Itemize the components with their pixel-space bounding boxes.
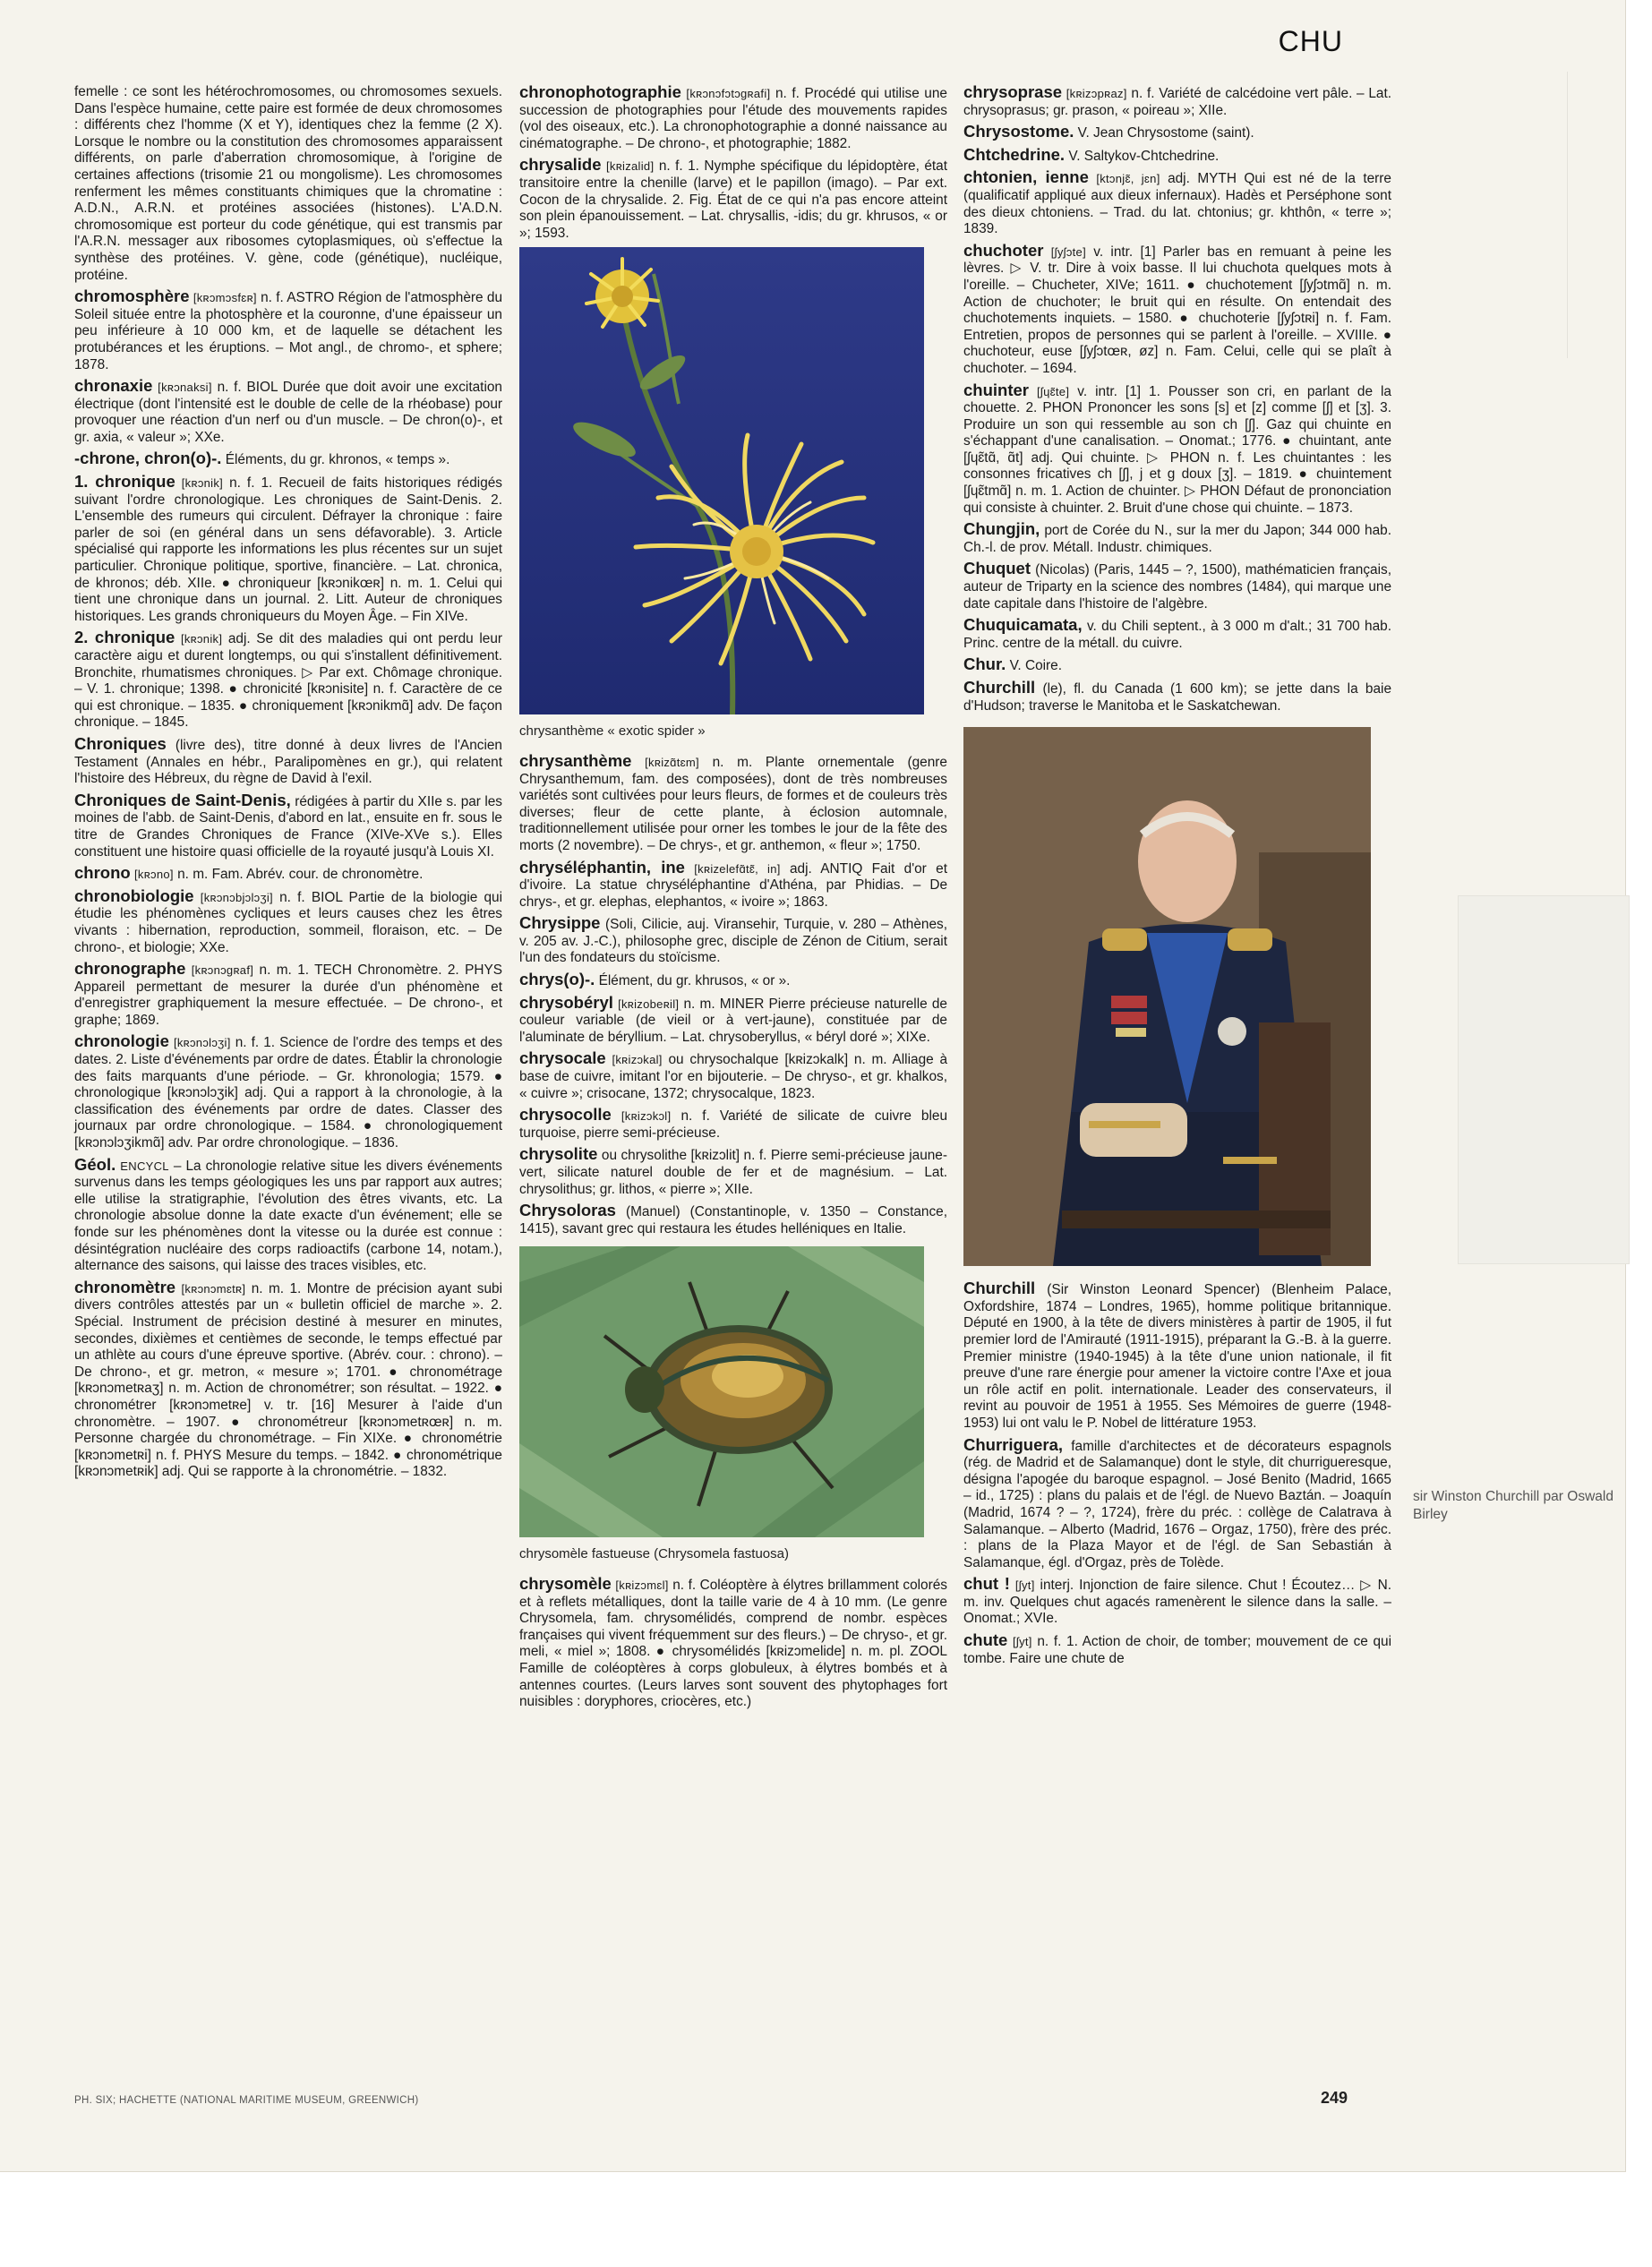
entry-definition: n. m. Plante ornementale (genre Chrysanthemum, fam. des composées), dont de très nombreuses variétés sont cultivées pour leurs fleurs, de formes et de couleurs très diverses; fleur de cette plante, à éclosion automnale, traditionnellement utilisée pour orner les tombes le jour de la fête des morts (2 novembre). – De chrys-, et gr. anthemon, « fleur »; 1750. bbox=[519, 754, 947, 853]
entry-headword: Churchill bbox=[963, 1279, 1036, 1298]
entry-definition: v. intr. [1] Parler bas en remuant à peine les lèvres. ▷ V. tr. Dire à voix basse. Il lui chuchota quelques mots à l'oreille. – Chucheter, XIVe; 1611. ● chuchotement [ʃyʃɔtmɑ̃] n. m. Action de chuchoter; le bruit qui en résulte. On entendait des chuchotements inquiets. – 1580. ● chuchoterie [ʃyʃɔtʀi] n. f. Fam. Entretien, propos de personnes qui se parlent à l'oreille. – XVIIIe. ● chuchoteur, euse [ʃyʃɔtœʀ, øz] n. Fam. Celui, celle qui se plaît à chuchoter. – 1694. bbox=[963, 244, 1391, 376]
entry-headword: chryséléphantin, ine bbox=[519, 857, 685, 877]
entry-headword: chrysocale bbox=[519, 1048, 606, 1068]
entry-definition: (Soli, Cilicie, auj. Viransehir, Turquie, v. 280 – Athènes, v. 205 av. J.-C.), philosophe grec, disciple de Zénon de Citium, serait l'un des fondateurs du stoïcisme. bbox=[519, 917, 947, 966]
dictionary-entry bbox=[963, 680, 1391, 714]
column-3 bbox=[963, 84, 1391, 1672]
entry-definition: n. f. Variété de silicate de cuivre bleu turquoise, pierre semi-précieuse. bbox=[519, 1108, 948, 1141]
column-2 bbox=[519, 84, 947, 1715]
chrysomele-photo bbox=[519, 1246, 924, 1537]
entry-pronunciation: [kʀɔnik] bbox=[181, 476, 224, 491]
entry-headword: chronophotographie bbox=[519, 82, 681, 101]
dictionary-entry bbox=[963, 1434, 1391, 1572]
entry-definition: n. f. BIOL Partie de la biologie qui étudie les phénomènes cycliques et leurs causes chez les êtres vivants : hibernation, reproduction, sommeil, floraison, etc. – De chrono-, et biologie; XXe. bbox=[74, 889, 503, 955]
dictionary-entry bbox=[74, 1033, 502, 1151]
entry-pronunciation: [kʀɔnɔgʀaf] bbox=[191, 963, 254, 978]
dictionary-entry bbox=[963, 1576, 1391, 1628]
entry-definition: femelle : ce sont les hétérochromosomes, ou chromosomes sexuels. Dans l'espèce humaine, cette paire est formée de deux chromosomes : différents chez l'homme (X et Y), identiques chez la femme (2 X). Lorsque le nombre ou la constitution des chromosomes apparaissent différents, on parle d'aberration chromosomique, à l'origine de certaines affections (trisomie 21 ou mongolisme). Les chromosomes renferment les mêmes constituants chimiques que la chromatine : A.D.N., A.R.N. et protéines associées (histones). L'A.D.N. chromosomique est porteur du code génétique, qui est transmis par l'A.R.N. messager aux ribosomes cytoplasmiques, où s'effectue la synthèse des protéines. V. gène, code (génétique), nucléique, protéine. bbox=[74, 84, 502, 283]
entry-definition: (Manuel) (Constantinople, v. 1350 – Constance, 1415), savant grec qui restaura les études helléniques en Italie. bbox=[519, 1204, 948, 1236]
entry-pronunciation: [kʀɔnik] bbox=[180, 632, 223, 646]
dictionary-entry bbox=[519, 1050, 947, 1102]
entry-headword: chuchoter bbox=[963, 240, 1044, 260]
entry-pronunciation: [kʀɔnɔbjɔlɔʒi] bbox=[200, 890, 273, 904]
dictionary-entry bbox=[74, 865, 502, 884]
entry-headword: chrysomèle bbox=[519, 1573, 612, 1593]
entry-pronunciation: [kʀizɔpʀaz] bbox=[1066, 87, 1127, 100]
entry-definition: port de Corée du N., sur la mer du Japon; 344 000 hab. Ch.-l. de prov. Métall. Industr. chimiques. bbox=[963, 523, 1391, 555]
dictionary-entry bbox=[74, 474, 502, 625]
entry-definition: n. f. BIOL Durée que doit avoir une excitation électrique (dont l'intensité est le double de celle de la rhéobase) pour provoquer une réaction d'un nerf ou d'un muscle. – De chron(o)-, et gr. axia, « valeur »; XXe. bbox=[74, 380, 502, 445]
entry-pronunciation: [kʀizɔkal] bbox=[612, 1053, 663, 1067]
entry-pronunciation: [kʀɔnɔfɔtɔgʀafi] bbox=[686, 87, 771, 100]
dictionary-entry bbox=[74, 1279, 502, 1481]
entry-definition: n. m. 1. Montre de précision ayant subi divers contrôles attestés par un « bulletin officiel de marche ». 2. Spécial. Instrument de précision destiné à mesurer en minutes, secondes, dixièmes et centièmes de seconde, le temps effectué par un athlète au cours d'une épreuve sportive. (Abrév. cour. : chrono). – De chrono-, et gr. metron, « mesure »; 1701. ● chronométrage [kʀɔnɔmetʀaʒ] n. m. Action de chronométrer; son résultat. – 1922. ● chronométrer [kʀɔnɔmetʀe] v. tr. [16] Mesurer à l'aide d'un chronomètre. – 1907. ● chronométreur [kʀɔnɔmetʀœʀ] n. m. Personne chargée du chronométrage. – Fin XIXe. ● chronométrie [kʀɔnɔmetʀi] n. f. PHYS Mesure du temps. – 1842. ● chronométrique [kʀɔnɔmetʀik] adj. Qui se rapporte à la chronométrie. – 1832. bbox=[74, 1280, 502, 1480]
dictionary-entry bbox=[74, 288, 502, 373]
figure-caption-chrysomele: chrysomèle fastueuse (Chrysomela fastuosa) bbox=[519, 1546, 789, 1562]
entry-headword: Géol. bbox=[74, 1154, 116, 1174]
entry-headword: chrono bbox=[74, 863, 131, 883]
entry-definition: n. f. 1. Nymphe spécifique du lépidoptère, état transitoire entre la chenille (larve) et le papillon (imago). – Par ext. Cocon de la chrysalide. 2. Fig. État de ce qui n'a pas encore atteint son plein épanouissement. – Lat. chrysallis, -idis; du gr. khrusos, « or »; 1593. bbox=[519, 158, 947, 241]
entry-headword: chronomètre bbox=[74, 1277, 176, 1296]
entry-definition: ou chrysolithe [kʀizɔlit] n. f. Pierre semi-précieuse jaune-vert, silicate naturel double de fer et de magnésium. – Lat. chrysolithus; gr. lithos, « pierre »; XIIe. bbox=[519, 1148, 947, 1197]
entry-definition: ou chrysochalque [kʀizɔkalk] n. m. Alliage à base de cuivre, imitant l'or en bijouterie. – De chryso-, et gr. khalkos, « cuivre »; crisocane, 1372; chrysocalque, 1823. bbox=[519, 1052, 948, 1101]
entry-definition: (le), fl. du Canada (1 600 km); se jette dans la baie d'Hudson; traverse le Manitoba et le Saskatchewan. bbox=[963, 681, 1392, 714]
entry-headword: chrysoprase bbox=[963, 82, 1063, 101]
entry-headword: Chrysoloras bbox=[519, 1201, 616, 1220]
entry-definition: n. f. 1. Recueil de faits historiques rédigés suivant l'ordre chronologique. Les chroniques de Saint-Denis. 2. L'ensemble des rumeurs qui circulent. Défrayer la chronique : faire parler de soi (en général dans un sens défavorable). 3. Article spécialisé qui rapporte les informations les plus récentes sur un sujet particulier. Chronique politique, sportive, financière. – Lat. chronica, de khronos; déb. XIIe. ● chroniqueur [kʀɔnikœʀ] n. m. 1. Celui qui tient une chronique dans un journal. 2. Litt. Auteur de chroniques historiques. Les grands chroniqueurs du Moyen Âge. – Fin XIVe. bbox=[74, 475, 503, 624]
entry-headword: Chungjin, bbox=[963, 519, 1040, 539]
entry-pronunciation: [ʃyʃɔte] bbox=[1050, 244, 1086, 259]
entry-definition: adj. ANTIQ Fait d'or et d'ivoire. La statue chryséléphantine d'Athéna, par Phidias. – De chrys-, et gr. elephas, elephantos, « ivoire »; 1863. bbox=[519, 860, 947, 910]
entry-headword: Chuquet bbox=[963, 559, 1031, 578]
entry-pronunciation: [kʀɔno] bbox=[133, 868, 174, 882]
entry-definition: Éléments, du gr. khronos, « temps ». bbox=[225, 452, 450, 468]
entry-definition: rédigées à partir du XIIe s. par les moines de l'abb. de Saint-Denis, d'abord en lat., ensuite en fr. sous le titre de Grandes Chroniques de France (XIVe-XVe s.). Elles constituent une histoire quasi officielle de la royauté jusqu'à Louis XI. bbox=[74, 793, 503, 860]
dictionary-entry bbox=[519, 857, 947, 911]
dictionary-entry bbox=[519, 84, 947, 152]
entry-headword: Chrysippe bbox=[519, 913, 601, 933]
dictionary-entry bbox=[519, 1107, 947, 1142]
entry-headword: 2. chronique bbox=[74, 628, 175, 647]
dictionary-entry bbox=[519, 992, 947, 1047]
entry-headword: chronobiologie bbox=[74, 885, 194, 905]
entry-definition: n. f. Coléoptère à élytres brillamment colorés et à reflets métalliques, dont la taille varie de 4 à 10 mm. (Le genre Chrysomela, fam. chrysomélidés, comprend de nombr. espèces françaises qui vivent fréquemment sur des fleurs.) – De chryso-, et gr. meli, « miel »; 1808. ● chrysomélidés [kʀizɔmelide] n. m. pl. ZOOL Famille de coléoptères à corps globuleux, à élytres bombés et à antennes courtes. (Leurs larves sont souvent des phytophages fort nuisibles : doryphores, criocères, etc.) bbox=[519, 1577, 947, 1710]
dictionary-entry bbox=[963, 84, 1391, 119]
entry-pronunciation: [kʀɔnaksi] bbox=[158, 381, 212, 395]
entry-headword: chrysocolle bbox=[519, 1105, 612, 1125]
dictionary-entry bbox=[963, 144, 1391, 166]
entry-definition: Élément, du gr. khrusos, « or ». bbox=[598, 973, 791, 989]
dictionary-entry bbox=[74, 733, 502, 788]
entry-definition: n. f. 1. Action de choir, de tomber; mouvement de ce qui tombe. Faire une chute de bbox=[963, 1634, 1391, 1666]
page-number: 249 bbox=[1320, 2089, 1348, 2107]
churchill-portrait bbox=[963, 727, 1371, 1266]
dictionary-entry bbox=[963, 521, 1391, 556]
entry-definition: (livre des), titre donné à deux livres de l'Ancien Testament (Annales en hébr., Paralipomènes en gr.), qui relatent l'histoire des Hébreux, du règne de David à l'exil. bbox=[74, 737, 502, 787]
entry-headword: Chtchedrine. bbox=[963, 144, 1066, 164]
entry-definition: n. f. Procédé qui utilise une succession de photographies pour l'étude des mouvements rapides (vol des oiseaux, etc.). La chronophotographie a donné naissance au cinématographe. – De chrono-, et photographie; 1882. bbox=[519, 86, 947, 151]
dictionary-entry bbox=[74, 792, 502, 860]
dictionary-entry bbox=[963, 617, 1391, 652]
entry-pronunciation: [ktɔnjɛ̃, jɛn] bbox=[1096, 172, 1160, 186]
entry-headword: chronographe bbox=[74, 959, 186, 979]
entry-headword: Churriguera, bbox=[963, 1434, 1064, 1454]
entry-definition: n. m. MINER Pierre précieuse naturelle de couleur variable (de vieil or à vert-jaune), constituée par de l'aluminate de béryllium. – Lat. chrysoberyllus, « béryl doré »; XIXe. bbox=[519, 996, 947, 1045]
dictionary-entry bbox=[963, 240, 1391, 378]
entry-pronunciation: [kʀɔnɔmɛtʀ] bbox=[181, 1281, 246, 1296]
entry-pronunciation: [kʀizelefɑ̃tɛ̃, in] bbox=[694, 861, 781, 876]
entry-pronunciation: [kʀɔnɔlɔʒi] bbox=[173, 1036, 231, 1050]
entry-pronunciation: [kʀizɔkɔl] bbox=[621, 1109, 672, 1124]
entry-pronunciation: [ʃɥɛ̃te] bbox=[1037, 384, 1070, 398]
dictionary-entry bbox=[519, 1146, 947, 1198]
entry-headword: Chroniques bbox=[74, 733, 167, 753]
dictionary-entry bbox=[963, 656, 1391, 675]
entry-definition: adj. MYTH Qui est né de la terre (qualificatif appliqué aux dieux infernaux). Hadès et Perséphone sont des dieux chtoniens. – Trad. du lat. chtonius; gr. khthôn, « terre »; 1839. bbox=[963, 171, 1391, 237]
entry-headword: Chur. bbox=[963, 654, 1006, 674]
entry-headword: 1. chronique bbox=[74, 472, 175, 492]
entry-headword: Chroniques de Saint-Denis, bbox=[74, 790, 291, 809]
dictionary-entry bbox=[963, 124, 1391, 142]
entry-definition: n. m. Fam. Abrév. cour. de chronomètre. bbox=[177, 867, 424, 883]
dictionary-entry bbox=[519, 971, 947, 990]
dictionary-entry bbox=[519, 750, 947, 855]
entry-definition: (Nicolas) (Paris, 1445 – ?, 1500), mathématicien français, auteur de Triparty en la science des nombres (1484), qui marque une date capitale dans l'histoire de l'algèbre. bbox=[963, 562, 1392, 612]
dictionary-entry bbox=[74, 885, 503, 956]
entry-pronunciation: [ʃyt] bbox=[1014, 1578, 1035, 1593]
entry-headword: chuinter bbox=[963, 380, 1029, 399]
dictionary-entry bbox=[963, 382, 1391, 518]
entry-headword: chut ! bbox=[963, 1574, 1010, 1594]
entry-definition: v. intr. [1] 1. Pousser son cri, en parlant de la chouette. 2. PHON Prononcer les sons [s] et [z] comme [ʃ] et [ʒ]. 3. Produire un son qui ressemble au son ch [ʃ]. Gaz qui chuinte en s'échappant d'une canalisation. – Onomat.; 1776. ● chuintant, ante [ʃɥɛ̃tɑ̃, ɑ̃t] adj. Qui chuinte. ▷ PHON n. f. Les chuintantes : les consonnes fricatives ch [ʃ], j et g doux [ʒ]. – 1819. ● chuintement [ʃɥɛ̃tmɑ̃] n. m. 1. Action de chuinter. ▷ PHON Défaut de prononciation qui consiste à chuinter. 2. Bruit d'une chose qui chuinte. – 1873. bbox=[963, 383, 1391, 516]
entry-definition: n. f. Variété de calcédoine vert pâle. – Lat. chrysoprasus; gr. prason, « poireau »; XIIe. bbox=[963, 86, 1391, 118]
entry-definition: V. Jean Chrysostome (saint). bbox=[1077, 125, 1254, 141]
entry-headword: chromosphère bbox=[74, 287, 190, 306]
dictionary-entry bbox=[963, 560, 1391, 612]
dictionary-entry bbox=[519, 1573, 947, 1711]
entry-headword: chronologie bbox=[74, 1031, 169, 1051]
beetle-icon bbox=[519, 1246, 924, 1537]
entry-headword: chrysolite bbox=[519, 1144, 598, 1164]
entry-headword: chrysalide bbox=[519, 155, 602, 175]
dictionary-entry bbox=[963, 1632, 1391, 1667]
entry-definition: – La chronologie relative situe les divers événements survenus dans les temps géologiques les uns par rapport aux autres; elle utilise la stratigraphie, l'évolution des êtres vivants, etc. La chronologie absolue donne la date exacte d'un événement; elle se fonde sur les phénomènes dont la vitesse ou la durée est connue : désintégration nucléaire des corps radioactifs (carbone 14, notam.), alternance des saisons, qui laisse des traces visibles, etc. bbox=[74, 1158, 502, 1274]
chrysanthemum-flower-icon bbox=[519, 247, 924, 714]
dictionary-entry bbox=[74, 961, 502, 1029]
entry-definition: V. Saltykov-Chtchedrine. bbox=[1068, 148, 1220, 164]
entry-definition: interj. Injonction de faire silence. Chut ! Écoutez… ▷ N. m. inv. Quelques chut agacés ramenèrent le silence dans la salle. – Onomat.; XVIe. bbox=[963, 1578, 1392, 1627]
photo-credit: PH. SIX; HACHETTE (NATIONAL MARITIME MUSEUM, GREENWICH) bbox=[74, 2095, 419, 2106]
bleed-guide bbox=[1567, 72, 1568, 358]
dictionary-entry bbox=[74, 450, 502, 469]
entry-headword: chrysanthème bbox=[519, 750, 632, 770]
entry-pronunciation: [ʃyt] bbox=[1012, 1635, 1032, 1649]
dictionary-entry bbox=[74, 378, 502, 446]
entry-definition: adj. Se dit des maladies qui ont perdu leur caractère aigu et durent longtemps, ou qui s'installent définitivement. Bronchite, rhumatismes chroniques. ▷ Par ext. Chômage chronique. – V. 1. chronique; 1398. ● chronicité [kʀɔnisite] n. f. Caractère de ce qui est chronique. – 1835. ● chroniquement [kʀɔnikmɑ̃] adv. De façon chronique. – 1845. bbox=[74, 631, 502, 731]
dictionary-entry bbox=[519, 157, 947, 242]
entry-pronunciation: [kʀizalid] bbox=[605, 159, 655, 174]
figure-caption-chrysantheme: chrysanthème « exotic spider » bbox=[519, 723, 706, 740]
entry-headword: chute bbox=[963, 1630, 1008, 1650]
entry-pronunciation: [kʀizɔmɛl] bbox=[615, 1578, 669, 1592]
column-1 bbox=[74, 84, 502, 1485]
entry-headword: Chrysostome. bbox=[963, 122, 1074, 141]
entry-headword: -chrone, chron(o)-. bbox=[74, 449, 222, 468]
entry-definition: n. f. 1. Science de l'ordre des temps et des dates. 2. Liste d'événements par ordre de dates. Établir la chronologie des faits marquants d'une période. – Gr. khronologia; 1579. ● chronologique [kʀɔnɔlɔʒik] adj. Qui a rapport à la chronologie, à la classification des événements par ordre de dates. Classer des journaux par ordre chronologique. – 1584. ● chronologiquement [kʀɔnɔlɔʒikmɑ̃] adv. Par ordre chronologique. – 1836. bbox=[74, 1035, 503, 1151]
dictionary-entry bbox=[519, 915, 947, 967]
entry-headword: Chuquicamata, bbox=[963, 615, 1083, 635]
running-head: CHU bbox=[1278, 25, 1343, 57]
entry-headword: Churchill bbox=[963, 678, 1036, 697]
dictionary-entry bbox=[74, 1154, 502, 1275]
portrait-painting-icon bbox=[963, 727, 1371, 1266]
entry-definition: V. Coire. bbox=[1009, 658, 1063, 674]
entry-pronunciation: [kʀɔmɔsfɛʀ] bbox=[193, 291, 257, 305]
facing-page-show-through bbox=[1458, 895, 1630, 1264]
entry-definition: n. m. 1. TECH Chronomètre. 2. PHYS Appareil permettant de mesurer la durée d'un phénomène et d'enregistrer graphiquement la mesure effectuée. – De chrono-, et graphe; 1869. bbox=[74, 962, 502, 1028]
chrysantheme-photo bbox=[519, 247, 924, 714]
entry-pronunciation: [kʀizɑ̃tɛm] bbox=[645, 755, 699, 769]
entry-headword: chronaxie bbox=[74, 376, 153, 396]
dictionary-entry bbox=[74, 84, 502, 284]
dictionary-entry bbox=[74, 629, 502, 731]
entry-pronunciation: ENCYCL bbox=[120, 1159, 169, 1173]
entry-definition: v. du Chili septent., à 3 000 m d'alt.; 31 700 hab. Princ. centre de la métall. du cuivre. bbox=[963, 619, 1391, 651]
entry-headword: chrysobéryl bbox=[519, 992, 613, 1012]
figure-caption-churchill: sir Winston Churchill par Oswald Birley bbox=[1413, 1489, 1613, 1522]
dictionary-entry bbox=[963, 1280, 1391, 1432]
dictionary-entry bbox=[519, 1202, 947, 1237]
entry-pronunciation: [kʀizobeʀil] bbox=[618, 997, 680, 1011]
entry-headword: chtonien, ienne bbox=[963, 167, 1089, 187]
entry-definition: famille d'architectes et de décorateurs espagnols (rég. de Madrid et de Salamanque) dont le style, dit churrigueresque, désigna l'apogée du baroque espagnol. – José Benito (Madrid, 1665 – id., 1725) : plans du palais et de l'égl. de Nuevo Baztán. – Joaquín (Madrid, 1674 ? – ?, 1724), frère du préc. : collège de Calatrava à Salamanque. – Alberto (Madrid, 1676 – Orgaz, 1750), frère des préc. : plans de la Plaza Mayor et de l'égl. de San Sebastián à Salamanque, égl. d'Orgaz, près de Tolède. bbox=[963, 1438, 1391, 1570]
dictionary-entry bbox=[963, 169, 1391, 237]
entry-definition: n. f. ASTRO Région de l'atmosphère du Soleil située entre la photosphère et la couronne, d'une épaisseur un peu inférieure à 10 000 km, et de laquelle se détachent les protubérances et les éruptions. – Mot angl., de chromo-, et sphere; 1878. bbox=[74, 290, 503, 372]
entry-headword: chrys(o)-. bbox=[519, 970, 595, 989]
entry-definition: (Sir Winston Leonard Spencer) (Blenheim Palace, Oxfordshire, 1874 – Londres, 1965), homme politique britannique. Député en 1900, à la tête de divers ministères à partir de 1905, il fut premier lord de l'Amirauté (1911-1915), préparant la G.-B. à la guerre. Premier ministre (1940-1945) à la tête d'une union nationale, il fit preuve d'une rare énergie pour amener la victoire contre l'Axe et joua un rôle actif en polit. internationale. Leader des conservateurs, il revint au pouvoir de 1951 à 1955. Ses Mémoires de guerre (1948-1953) lui ont valu le P. Nobel de littérature 1953. bbox=[963, 1282, 1391, 1431]
